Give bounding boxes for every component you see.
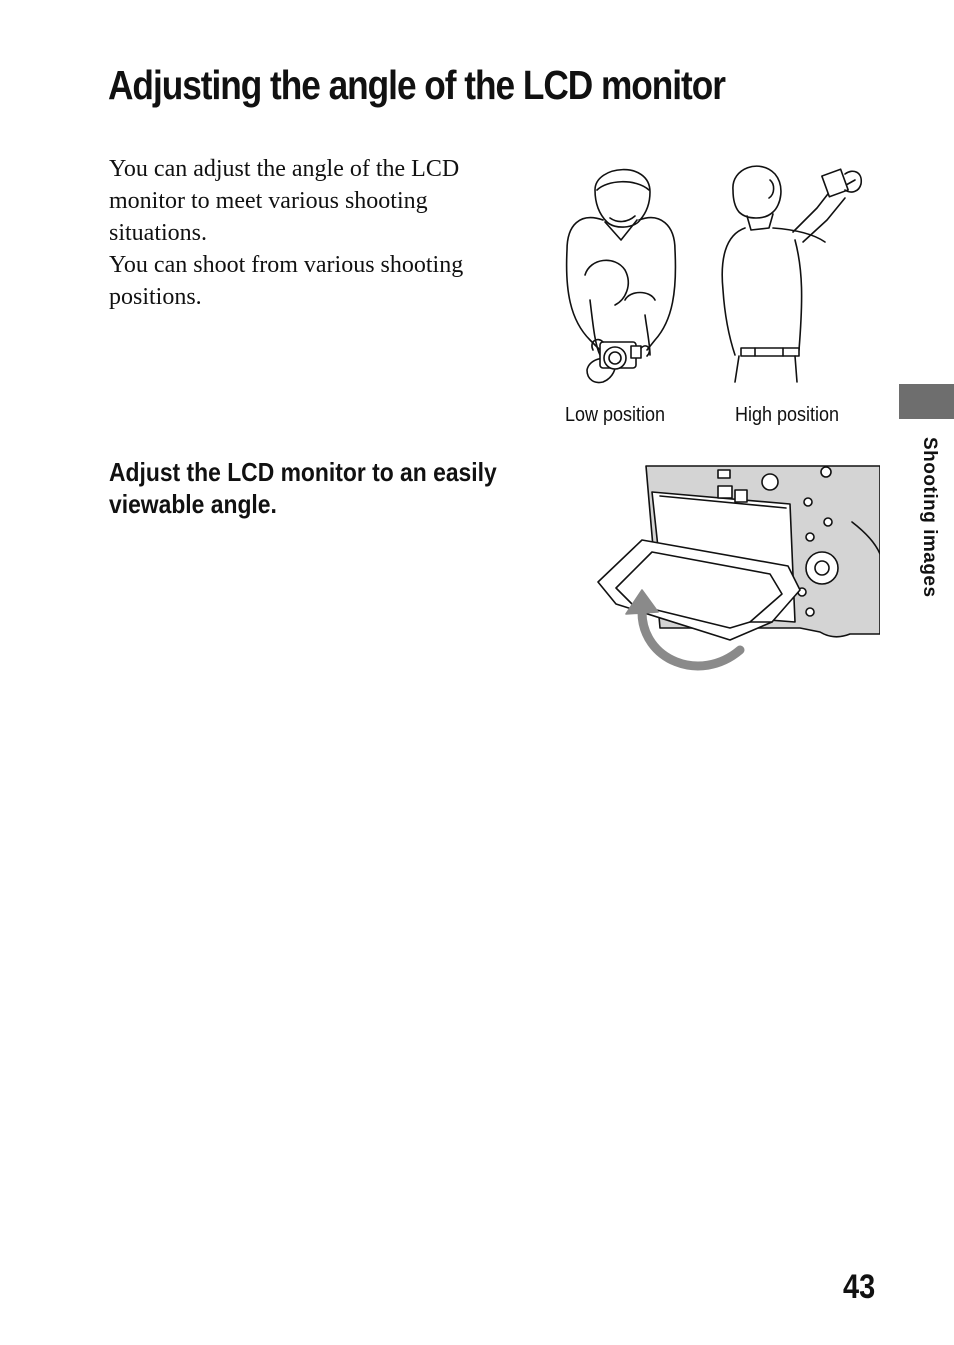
low-position-caption: Low position [565,404,666,426]
page-title: Adjusting the angle of the LCD monitor [108,62,725,108]
shooting-positions-illustration [555,150,875,395]
intro-paragraph-angle: You can adjust the angle of the LCD monitor to meet various shooting situations. [109,156,460,246]
section-tab-label: Shooting images [919,437,940,598]
intro-text [109,153,529,313]
high-position-caption: High position [735,404,840,426]
section-tab-marker [899,384,954,419]
lcd-monitor-illustration [590,462,880,677]
low-position-figure [567,170,676,383]
intro-paragraph-positions: You can shoot from various shooting positions. [109,252,464,310]
page-number: 43 [843,1268,876,1306]
high-position-figure [722,166,861,382]
step-heading: Adjust the LCD monitor to an easily viewable angle. [109,457,497,519]
